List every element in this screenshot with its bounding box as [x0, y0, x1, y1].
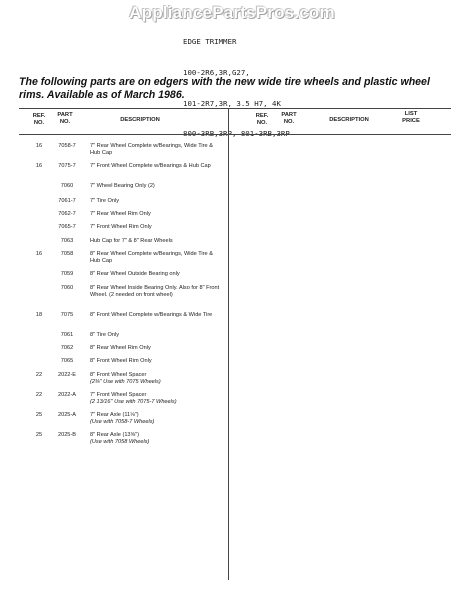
row-description-main: 8" Front Wheel Spacer	[90, 372, 147, 378]
header-part-no-right: PART NO.	[281, 112, 297, 125]
row-part-no: 7065	[60, 358, 74, 364]
row-part-no: 7063	[60, 238, 74, 244]
row-part-no: 7058-7	[58, 143, 76, 149]
row-description: 8" Rear Wheel Rim Only	[90, 345, 151, 351]
row-description: 7" Rear Wheel Rim Only	[90, 211, 151, 217]
row-description: 8" Tire Only	[90, 332, 120, 338]
row-description-main: 7" Front Wheel Spacer	[90, 392, 147, 398]
row-description: 7" Tire Only	[90, 198, 120, 204]
row-part-no: 7075-7	[58, 163, 76, 169]
row-part-no: 7058	[60, 251, 74, 257]
table-top-rule	[19, 108, 451, 109]
model-line: 100-2R6,3R,G27,	[183, 68, 250, 78]
row-part-no: 7062	[60, 345, 74, 351]
header-description: DESCRIPTION	[120, 117, 160, 123]
row-description: 8" Rear Wheel Inside Bearing Only. Also for 8" Front Wheel. (2 needed on front wheel)	[90, 285, 220, 298]
row-ref-no: 22	[35, 372, 43, 378]
header-description-right: DESCRIPTION	[329, 117, 369, 123]
row-ref-no: 18	[35, 312, 43, 318]
row-description-note: (2 13/16" Use with 7075-7 Wheels)	[90, 399, 177, 405]
row-part-no: 2022-A	[57, 392, 77, 398]
row-description: 7" Front Wheel Rim Only	[90, 224, 152, 230]
row-description: Hub Cap for 7" & 8" Rear Wheels	[90, 238, 173, 244]
header-list-price: LIST PRICE	[402, 111, 420, 124]
table-header-rule	[19, 134, 451, 135]
watermark: AppliancePartsPros.com	[129, 3, 335, 22]
row-description-main: 8" Rear Axle (13⅝")	[90, 432, 140, 438]
model-line: 101-2R7,3R, 3.5 H7, 4K	[183, 98, 281, 108]
row-description-note: (Use with 7058-7 Wheels)	[90, 419, 155, 425]
row-part-no: 7062-7	[58, 211, 76, 217]
row-part-no: 7060	[60, 183, 74, 189]
header-ref-no: REF. NO.	[32, 113, 46, 126]
row-description	[90, 372, 220, 386]
header-ref-no-right: REF. NO.	[255, 113, 269, 126]
row-description: 7" Front Wheel Complete w/Bearings & Hub Cap	[90, 163, 211, 169]
row-part-no: 7061-7	[58, 198, 76, 204]
row-ref-no: 16	[35, 251, 43, 257]
row-description	[90, 412, 220, 426]
row-ref-no: 16	[35, 143, 43, 149]
row-ref-no: 22	[35, 392, 43, 398]
row-description: 8" Rear Wheel Outside Bearing only	[90, 271, 180, 277]
table-center-divider	[228, 108, 229, 580]
row-description-note: (2⅜" Use with 7075 Wheels)	[90, 379, 161, 385]
row-part-no: 2025-B	[57, 432, 77, 438]
row-description: 8" Rear Wheel Complete w/Bearings, Wide Tire & Hub Cap	[90, 251, 213, 264]
row-description: 7" Rear Wheel Complete w/Bearings, Wide Tire & Hub Cap	[90, 143, 213, 156]
row-part-no: 7059	[60, 271, 74, 277]
row-description: 8" Front Wheel Complete w/Bearings & Wide Tire	[90, 312, 213, 318]
row-part-no: 2025-A	[57, 412, 77, 418]
availability-notice: The following parts are on edgers with the new wide tire wheels and plastic wheel rims. Available as of March 1986.	[19, 76, 430, 101]
row-part-no: 7075	[60, 312, 74, 318]
row-part-no: 7061	[60, 332, 74, 338]
row-description: 8" Front Wheel Rim Only	[90, 358, 152, 364]
row-part-no: 7060	[60, 285, 74, 291]
header-part-no: PART NO.	[57, 112, 73, 125]
row-description: 7" Wheel Bearing Only (2)	[90, 183, 155, 189]
row-description	[90, 432, 220, 446]
row-description	[90, 392, 220, 406]
model-line: EDGE TRIMMER	[183, 37, 237, 47]
row-ref-no: 16	[35, 163, 43, 169]
row-description-main: 7" Rear Axle (11⅛")	[90, 412, 139, 418]
row-ref-no: 25	[35, 412, 43, 418]
row-ref-no: 25	[35, 432, 43, 438]
row-description-note: (Use with 7058 Wheels)	[90, 439, 150, 445]
row-part-no: 7065-7	[58, 224, 76, 230]
row-part-no: 2022-E	[57, 372, 77, 378]
